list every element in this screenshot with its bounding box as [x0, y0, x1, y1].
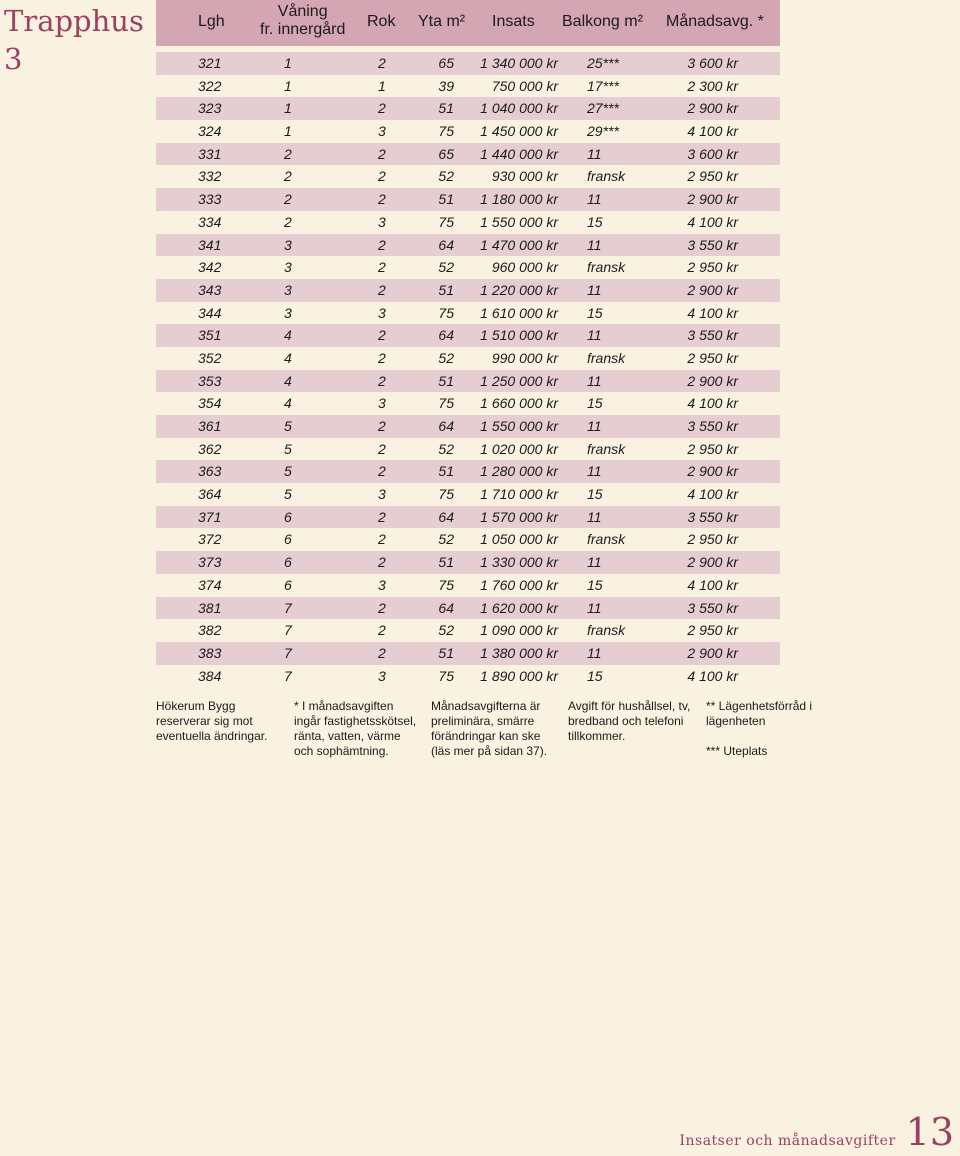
table-row	[156, 642, 780, 665]
table-row	[156, 460, 780, 483]
cell-floor: 3	[284, 259, 292, 276]
cell-manad: 3 600 kr	[687, 55, 738, 71]
table-row	[156, 324, 780, 347]
cell-lgh: 361	[198, 418, 222, 434]
cell-manad: 3 550 kr	[687, 508, 738, 525]
cell-rok: 3	[378, 213, 386, 230]
cell-balkong: fransk	[587, 168, 626, 185]
cell-floor: 7	[284, 644, 292, 661]
cell-insats: 1 470 000 kr	[480, 236, 558, 253]
cell-manad: 2 300 kr	[687, 77, 738, 94]
table-row	[156, 302, 780, 325]
cell-yta: 64	[438, 508, 454, 525]
footnote-extra-fees	[568, 699, 708, 744]
cell-yta: 75	[438, 576, 454, 593]
cell-rok: 2	[378, 327, 386, 344]
cell-balkong: 11	[587, 191, 602, 208]
cell-manad: 3 550 kr	[687, 327, 738, 344]
cell-floor: 6	[284, 576, 292, 593]
cell-balkong: 11	[587, 418, 602, 434]
footnote-line: eventuella ändringar.	[156, 729, 268, 743]
table-header	[156, 0, 780, 46]
cell-balkong: 11	[587, 644, 602, 661]
footnote-line: ** Lägenhetsförråd i	[706, 699, 813, 713]
cell-insats: 1 510 000 kr	[480, 327, 558, 344]
cell-insats: 1 330 000 kr	[480, 554, 558, 571]
cell-yta: 64	[438, 418, 454, 434]
cell-rok: 2	[378, 281, 386, 298]
cell-yta: 51	[438, 191, 454, 208]
cell-yta: 75	[438, 123, 454, 140]
cell-lgh: 323	[198, 100, 222, 117]
cell-balkong: fransk	[587, 531, 626, 548]
cell-manad: 2 950 kr	[687, 440, 738, 457]
cell-floor: 5	[284, 440, 292, 457]
cell-yta: 51	[438, 463, 454, 480]
cell-insats: 1 050 000 kr	[480, 531, 558, 548]
cell-balkong: 15	[587, 667, 603, 684]
cell-manad: 4 100 kr	[687, 667, 738, 684]
cell-rok: 3	[378, 395, 386, 412]
table-row	[156, 188, 780, 211]
cell-lgh: 321	[198, 55, 222, 71]
cell-rok: 2	[378, 599, 386, 616]
cell-insats: 1 660 000 kr	[480, 395, 558, 412]
cell-insats: 750 000 kr	[491, 77, 558, 94]
table-row	[156, 370, 780, 393]
footnote-preliminary	[431, 699, 571, 759]
cell-insats: 1 450 000 kr	[480, 123, 558, 140]
footer-section-title: Insatser och månadsavgifter	[679, 1133, 896, 1149]
cell-lgh: 362	[198, 440, 222, 457]
cell-balkong: 15	[587, 213, 603, 230]
side-title-word: Trapphus	[4, 4, 144, 38]
cell-insats: 1 610 000 kr	[480, 304, 558, 321]
table-row	[156, 528, 780, 551]
footnote-spacer	[706, 729, 846, 744]
cell-manad: 2 950 kr	[687, 622, 738, 639]
cell-rok: 1	[378, 77, 386, 94]
table-row	[156, 619, 780, 642]
cell-rok: 3	[378, 123, 386, 140]
cell-rok: 2	[378, 622, 386, 639]
cell-manad: 2 950 kr	[687, 259, 738, 276]
header-balkong: Balkong m²	[562, 13, 643, 30]
cell-floor: 5	[284, 418, 292, 434]
cell-insats: 1 710 000 kr	[480, 486, 558, 503]
cell-insats: 930 000 kr	[491, 168, 558, 185]
cell-insats: 1 020 000 kr	[480, 440, 558, 457]
cell-rok: 3	[378, 304, 386, 321]
cell-floor: 4	[284, 372, 292, 389]
footnote-line: ingår fastighetsskötsel,	[294, 714, 417, 728]
header-floor-line1: Våning	[277, 3, 328, 20]
cell-rok: 2	[378, 100, 386, 117]
cell-floor: 7	[284, 667, 292, 684]
header-lgh: Lgh	[198, 13, 225, 30]
cell-yta: 64	[438, 236, 454, 253]
cell-manad: 2 900 kr	[687, 100, 738, 117]
table-row	[156, 483, 780, 506]
header-floor-line2: fr. innergård	[260, 21, 346, 38]
apartment-table	[156, 0, 780, 687]
cell-floor: 3	[284, 281, 292, 298]
footnote-line: Hökerum Bygg	[156, 699, 236, 713]
footnote-line: tillkommer.	[568, 729, 626, 743]
cell-manad: 4 100 kr	[687, 486, 738, 503]
cell-manad: 3 550 kr	[687, 236, 738, 253]
cell-manad: 2 900 kr	[687, 191, 738, 208]
cell-yta: 52	[438, 622, 454, 639]
table-row	[156, 597, 780, 620]
cell-lgh: 344	[198, 304, 222, 321]
cell-floor: 2	[284, 191, 292, 208]
table-row	[156, 347, 780, 370]
cell-insats: 1 250 000 kr	[480, 372, 558, 389]
cell-floor: 1	[284, 100, 292, 117]
cell-floor: 1	[284, 55, 292, 71]
cell-balkong: 11	[587, 236, 602, 253]
cell-lgh: 341	[198, 236, 222, 253]
cell-manad: 2 950 kr	[687, 349, 738, 366]
cell-yta: 75	[438, 486, 454, 503]
cell-yta: 64	[438, 327, 454, 344]
cell-yta: 64	[438, 599, 454, 616]
footnote-line: ränta, vatten, värme	[294, 729, 401, 743]
cell-rok: 2	[378, 145, 386, 162]
cell-manad: 4 100 kr	[687, 304, 738, 321]
page-footer	[679, 1110, 954, 1154]
cell-rok: 2	[378, 463, 386, 480]
table-row	[156, 143, 780, 166]
cell-yta: 51	[438, 554, 454, 571]
cell-balkong: 15	[587, 395, 603, 412]
cell-manad: 2 950 kr	[687, 168, 738, 185]
cell-lgh: 351	[198, 327, 222, 344]
cell-rok: 3	[378, 667, 386, 684]
cell-lgh: 324	[198, 123, 222, 140]
cell-manad: 2 900 kr	[687, 281, 738, 298]
cell-balkong: 11	[587, 599, 602, 616]
header-yta: Yta m²	[418, 13, 466, 30]
cell-yta: 75	[438, 213, 454, 230]
cell-rok: 2	[378, 349, 386, 366]
cell-yta: 51	[438, 644, 454, 661]
footnote-disclaimer	[156, 699, 296, 744]
cell-balkong: 11	[587, 327, 602, 344]
cell-rok: 3	[378, 486, 386, 503]
cell-floor: 2	[284, 168, 292, 185]
table-row	[156, 211, 780, 234]
cell-floor: 4	[284, 327, 292, 344]
cell-insats: 960 000 kr	[491, 259, 558, 276]
cell-lgh: 374	[198, 576, 222, 593]
cell-insats: 1 550 000 kr	[480, 418, 558, 434]
cell-yta: 39	[438, 77, 454, 94]
footnote-line: Månadsavgifterna är	[431, 699, 541, 713]
cell-yta: 52	[438, 531, 454, 548]
cell-rok: 2	[378, 191, 386, 208]
cell-insats: 1 760 000 kr	[480, 576, 558, 593]
cell-yta: 52	[438, 349, 454, 366]
table-row	[156, 97, 780, 120]
footnote-storage	[706, 699, 846, 759]
cell-lgh: 353	[198, 372, 222, 389]
table-row	[156, 415, 780, 438]
footnote-line: lägenheten	[706, 714, 766, 728]
table-row	[156, 165, 780, 188]
table-row	[156, 256, 780, 279]
cell-balkong: 17***	[587, 77, 619, 94]
cell-yta: 52	[438, 259, 454, 276]
cell-balkong: 11	[587, 372, 602, 389]
cell-rok: 2	[378, 168, 386, 185]
table-row	[156, 120, 780, 143]
cell-floor: 3	[284, 236, 292, 253]
cell-insats: 990 000 kr	[491, 349, 558, 366]
cell-rok: 2	[378, 55, 386, 71]
cell-yta: 51	[438, 372, 454, 389]
cell-balkong: 15	[587, 304, 603, 321]
cell-manad: 3 550 kr	[687, 418, 738, 434]
cell-insats: 1 040 000 kr	[480, 100, 558, 117]
cell-floor: 7	[284, 599, 292, 616]
table-row	[156, 551, 780, 574]
cell-lgh: 354	[198, 395, 222, 412]
table-row	[156, 75, 780, 98]
table-row	[156, 438, 780, 461]
cell-lgh: 342	[198, 259, 222, 276]
cell-manad: 2 900 kr	[687, 372, 738, 389]
cell-yta: 65	[438, 145, 454, 162]
footnote-line: Avgift för hushållsel, tv,	[568, 699, 691, 713]
cell-manad: 3 550 kr	[687, 599, 738, 616]
cell-floor: 6	[284, 554, 292, 571]
cell-floor: 7	[284, 622, 292, 639]
table-row	[156, 52, 780, 75]
cell-balkong: 11	[587, 281, 602, 298]
cell-lgh: 381	[198, 599, 222, 616]
cell-yta: 65	[438, 55, 454, 71]
cell-floor: 5	[284, 486, 292, 503]
cell-yta: 75	[438, 395, 454, 412]
cell-manad: 2 900 kr	[687, 644, 738, 661]
footnote-line: reserverar sig mot	[156, 714, 253, 728]
cell-lgh: 364	[198, 486, 222, 503]
cell-balkong: 11	[587, 508, 602, 525]
cell-manad: 2 900 kr	[687, 554, 738, 571]
cell-balkong: 25***	[587, 55, 619, 71]
cell-floor: 6	[284, 508, 292, 525]
cell-lgh: 322	[198, 77, 222, 94]
cell-insats: 1 380 000 kr	[480, 644, 558, 661]
cell-balkong: 29***	[587, 123, 619, 140]
cell-floor: 2	[284, 145, 292, 162]
cell-rok: 2	[378, 531, 386, 548]
table-row	[156, 665, 780, 688]
cell-lgh: 331	[198, 145, 222, 162]
cell-floor: 4	[284, 395, 292, 412]
header-insats: Insats	[492, 13, 535, 30]
cell-lgh: 352	[198, 349, 222, 366]
table-row	[156, 574, 780, 597]
footnote-line: förändringar kan ske	[431, 729, 541, 743]
table-row	[156, 279, 780, 302]
cell-floor: 4	[284, 349, 292, 366]
cell-rok: 2	[378, 508, 386, 525]
cell-insats: 1 440 000 kr	[480, 145, 558, 162]
cell-balkong: 15	[587, 486, 603, 503]
cell-yta: 52	[438, 440, 454, 457]
cell-floor: 5	[284, 463, 292, 480]
cell-yta: 75	[438, 667, 454, 684]
header-rok: Rok	[367, 13, 396, 30]
footnote-line: preliminära, smärre	[431, 714, 535, 728]
cell-yta: 52	[438, 168, 454, 185]
header-manadsavgift: Månadsavg. *	[666, 13, 764, 30]
page-number: 13	[905, 1110, 954, 1154]
cell-lgh: 333	[198, 191, 222, 208]
cell-manad: 4 100 kr	[687, 123, 738, 140]
cell-balkong: fransk	[587, 622, 626, 639]
cell-manad: 4 100 kr	[687, 395, 738, 412]
cell-rok: 2	[378, 644, 386, 661]
cell-floor: 6	[284, 531, 292, 548]
cell-floor: 3	[284, 304, 292, 321]
cell-insats: 1 890 000 kr	[480, 667, 558, 684]
footnote-line: bredband och telefoni	[568, 714, 684, 728]
cell-floor: 1	[284, 77, 292, 94]
cell-lgh: 383	[198, 644, 222, 661]
cell-yta: 51	[438, 100, 454, 117]
table-row	[156, 234, 780, 257]
table-row	[156, 506, 780, 529]
cell-manad: 4 100 kr	[687, 213, 738, 230]
cell-balkong: fransk	[587, 259, 626, 276]
cell-manad: 2 950 kr	[687, 531, 738, 548]
cell-balkong: fransk	[587, 349, 626, 366]
cell-floor: 1	[284, 123, 292, 140]
cell-lgh: 363	[198, 463, 222, 480]
footnote-line: *** Uteplats	[706, 744, 768, 758]
cell-insats: 1 090 000 kr	[480, 622, 558, 639]
header-floor	[260, 3, 345, 39]
cell-lgh: 384	[198, 667, 222, 684]
cell-insats: 1 550 000 kr	[480, 213, 558, 230]
table-body	[156, 52, 780, 687]
cell-yta: 75	[438, 304, 454, 321]
cell-lgh: 372	[198, 531, 222, 548]
cell-insats: 1 570 000 kr	[480, 508, 558, 525]
cell-balkong: 11	[587, 554, 602, 571]
cell-rok: 2	[378, 418, 386, 434]
cell-insats: 1 180 000 kr	[480, 191, 558, 208]
cell-manad: 3 600 kr	[687, 145, 738, 162]
cell-balkong: 11	[587, 463, 602, 480]
table-row	[156, 392, 780, 415]
cell-rok: 2	[378, 236, 386, 253]
cell-balkong: 15	[587, 576, 603, 593]
cell-balkong: fransk	[587, 440, 626, 457]
cell-lgh: 373	[198, 554, 222, 571]
cell-rok: 3	[378, 576, 386, 593]
footnote-line: * I månadsavgiften	[294, 699, 394, 713]
cell-rok: 2	[378, 440, 386, 457]
footnote-line: (läs mer på sidan 37).	[431, 744, 548, 758]
cell-lgh: 371	[198, 508, 222, 525]
side-title-number: 3	[4, 42, 23, 76]
side-title	[4, 2, 144, 78]
cell-rok: 2	[378, 372, 386, 389]
cell-insats: 1 220 000 kr	[480, 281, 558, 298]
cell-lgh: 382	[198, 622, 222, 639]
cell-rok: 2	[378, 259, 386, 276]
footnote-monthly-fee	[294, 699, 434, 759]
cell-yta: 51	[438, 281, 454, 298]
cell-insats: 1 280 000 kr	[480, 463, 558, 480]
cell-lgh: 343	[198, 281, 222, 298]
cell-balkong: 11	[587, 145, 602, 162]
cell-floor: 2	[284, 213, 292, 230]
footnote-line: och sophämtning.	[294, 744, 389, 758]
cell-rok: 2	[378, 554, 386, 571]
cell-manad: 4 100 kr	[687, 576, 738, 593]
cell-insats: 1 620 000 kr	[480, 599, 558, 616]
cell-balkong: 27***	[587, 100, 619, 117]
cell-lgh: 334	[198, 213, 222, 230]
cell-lgh: 332	[198, 168, 222, 185]
cell-manad: 2 900 kr	[687, 463, 738, 480]
cell-insats: 1 340 000 kr	[480, 55, 558, 71]
